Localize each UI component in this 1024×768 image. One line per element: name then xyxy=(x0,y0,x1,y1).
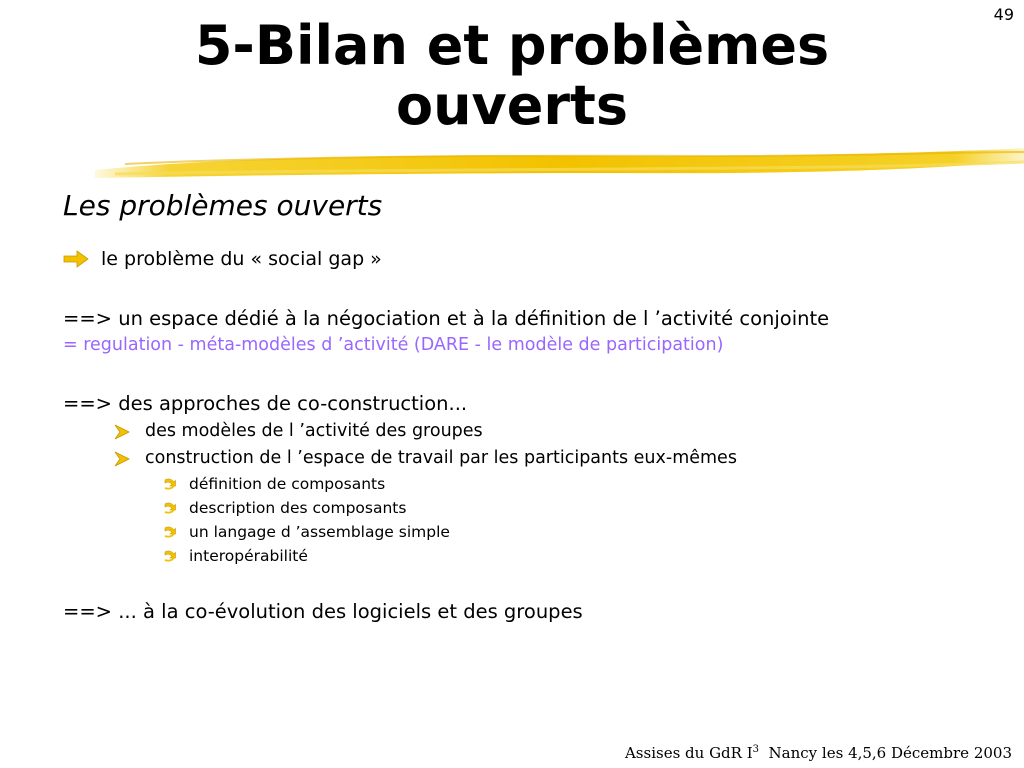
arrow-bullet-text: le problème du « social gap » xyxy=(101,248,382,270)
sub-list-item xyxy=(63,472,1003,496)
text-line-approches: ==> des approches de co-construction... xyxy=(63,392,468,415)
list-item xyxy=(63,418,1003,445)
list-item-text: construction de l ’espace de travail par les participants eux-mêmes xyxy=(145,448,737,468)
curved-arrow-icon xyxy=(163,501,177,515)
page-number: 49 xyxy=(993,5,1014,24)
list-item xyxy=(63,445,1003,472)
sub-list-item-text: description des composants xyxy=(189,499,407,517)
right-arrow-icon xyxy=(63,250,89,268)
highlight-bar xyxy=(95,140,1024,190)
footer-text-main: Assises du GdR I xyxy=(624,744,753,762)
slide-title xyxy=(0,16,1024,136)
curved-arrow-icon xyxy=(163,549,177,563)
curved-arrow-icon xyxy=(163,525,177,539)
sub-list-item xyxy=(63,520,1003,544)
text-line-coevolution: ==> ... à la co-évolution des logiciels et des groupes xyxy=(63,600,583,623)
chevron-right-icon xyxy=(113,451,131,467)
section-title: Les problèmes ouverts xyxy=(63,189,383,222)
slide-title-line1: 5-Bilan et problèmes xyxy=(194,14,830,77)
sub-list-item-text: définition de composants xyxy=(189,475,386,493)
text-line-regulation: = regulation - méta-modèles d ’activité (DARE - le modèle de participation) xyxy=(63,335,724,355)
slide-content xyxy=(63,186,1003,626)
list-item-text: des modèles de l ’activité des groupes xyxy=(145,421,483,441)
text-line-espace: ==> un espace dédié à la négociation et à la définition de l ’activité conjointe xyxy=(63,307,830,330)
footer-text-rest: Nancy les 4,5,6 Décembre 2003 xyxy=(759,744,1012,762)
sub-list-item xyxy=(63,496,1003,520)
slide-title-line2: ouverts xyxy=(396,74,628,137)
sub-list-item-text: interopérabilité xyxy=(189,547,308,565)
curved-arrow-icon xyxy=(163,477,177,491)
footer-text-sup: 3 xyxy=(752,744,760,755)
sub-list-item xyxy=(63,544,1003,568)
sub-list-item-text: un langage d ’assemblage simple xyxy=(189,523,450,541)
chevron-right-icon xyxy=(113,424,131,440)
arrow-bullet-item xyxy=(63,246,1003,272)
footer xyxy=(625,744,1012,762)
